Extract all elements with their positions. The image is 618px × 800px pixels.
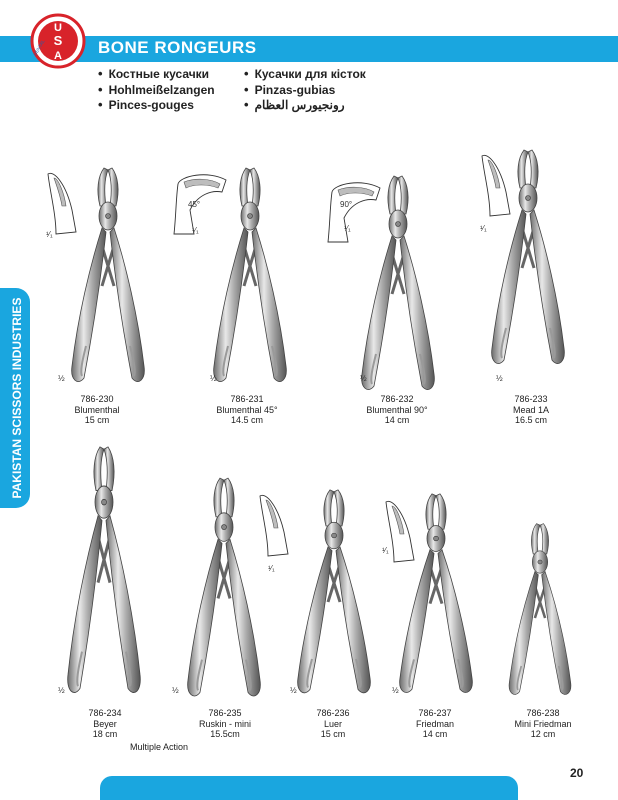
page-number: 20 [570,766,584,780]
product-size: 14 cm [422,729,448,739]
logo-subtext: DENTAL [32,38,46,57]
product-code: 786-234 [88,708,122,718]
detail-scale: ¹⁄₁ [192,226,199,235]
product-size: 15 cm [84,415,110,425]
language-list-right [244,66,366,113]
product-caption [42,394,152,426]
footer-bar [100,776,518,800]
rongeur-illustration [330,160,450,400]
product-caption [342,394,452,426]
product-name: Ruskin - mini [198,718,251,729]
rongeur-illustration [48,440,168,710]
product-name: Beyer [93,718,117,729]
product-size: 18 cm [92,729,118,739]
product-caption [488,708,598,740]
language-item: • Hohlmeißelzangen [98,82,215,98]
product-size: 16.5 cm [514,415,547,425]
product-size: 15 cm [320,729,346,739]
header-bar [0,36,618,62]
scale-label: ½ [210,374,217,383]
product-name: Mead 1A [512,404,550,415]
detail-scale: ¹⁄₁ [344,224,351,233]
product-code: 786-231 [230,394,264,404]
scale-label: ½ [172,686,179,695]
scale-label: ½ [360,374,367,383]
product-code: 786-232 [380,394,414,404]
scale-label: ½ [58,686,65,695]
product-size: 15.5cm [210,729,240,739]
page-title: BONE RONGEURS [98,38,257,57]
product-caption [476,394,586,426]
language-item: • Костные кусачки [98,66,215,82]
product-size: 14.5 cm [230,415,263,425]
rongeur-illustration [506,522,596,712]
scale-label: ½ [392,686,399,695]
side-tab-label: PAKISTAN SCISSORS INDUSTRIES [10,297,24,499]
logo-letter-s: S [53,33,63,48]
scale-label: ½ [496,374,503,383]
detail-scale: ¹⁄₁ [480,224,487,233]
product-size: 14 cm [384,415,410,425]
scale-label: ½ [290,686,297,695]
product-name: Blumenthal [74,404,120,415]
product-name: Mini Friedman [514,718,572,729]
angle-label: 90° [340,200,353,209]
language-list-left [98,66,215,113]
product-name: Blumenthal 45° [216,404,278,415]
product-caption [278,708,388,740]
rongeur-illustration [478,148,598,398]
rongeur-illustration [174,160,294,400]
language-item: • Pinces-gouges [98,97,215,113]
product-name: Blumenthal 90° [366,404,428,415]
multiple-action-note: Multiple Action [130,742,189,752]
detail-scale: ¹⁄₁ [268,564,275,573]
language-item: • رونجيورس العظام [244,97,366,113]
product-code: 786-237 [418,708,452,718]
product-caption [192,394,302,426]
scale-label: ½ [58,374,65,383]
language-item: • Pinzas-gubias [244,82,366,98]
product-name: Luer [323,718,342,729]
usa-dental-logo [30,12,86,70]
product-caption [380,708,490,740]
product-caption [50,708,160,740]
product-code: 786-238 [526,708,560,718]
detail-scale: ¹⁄₁ [382,546,389,555]
product-name: Friedman [415,718,454,729]
logo-letter-a: A [54,50,62,62]
product-code: 786-233 [514,394,548,404]
rongeur-illustration [382,492,512,722]
product-code: 786-236 [316,708,350,718]
angle-label: 45° [188,200,201,209]
rongeur-illustration [40,160,160,400]
product-size: 12 cm [530,729,556,739]
logo-letter-u: U [54,22,62,34]
detail-scale: ¹⁄₁ [46,230,53,239]
product-code: 786-230 [80,394,114,404]
product-code: 786-235 [208,708,242,718]
language-item: • Кусачки для кісток [244,66,366,82]
